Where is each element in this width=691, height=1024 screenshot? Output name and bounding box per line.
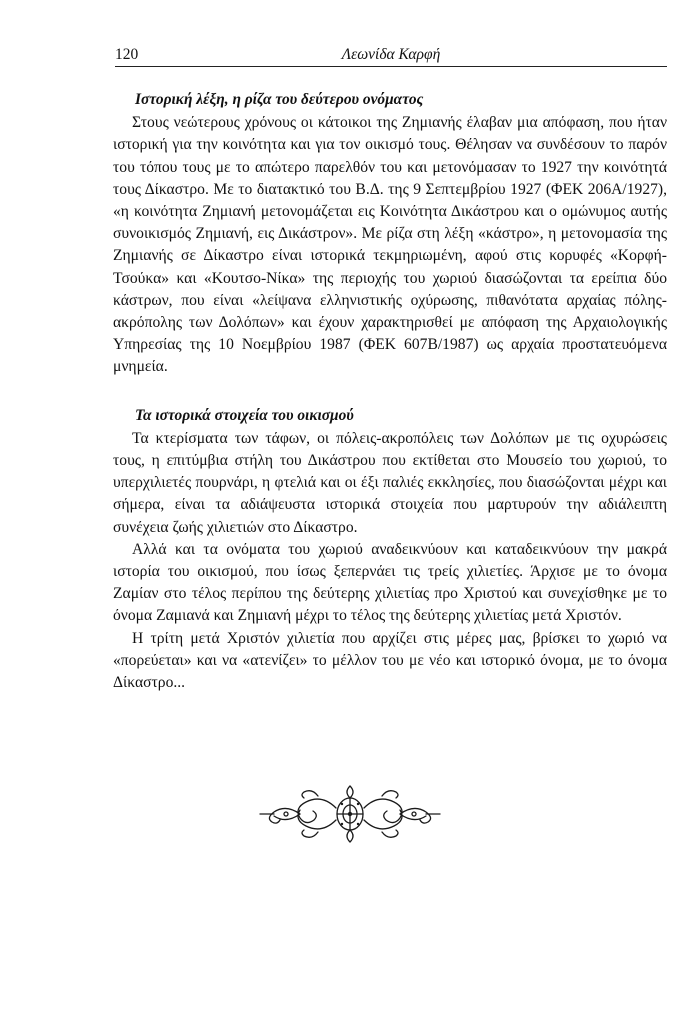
paragraph: Στους νεώτερους χρόνους οι κάτοικοι της Ζημιανής έλαβαν μια απόφαση, που ήταν ιστορική για την κοινότητα και για τον οικισμό τους. Θέλησαν να συνδέσουν το παρόν του τόπου τους με το απώτερο παρελθόν του και μετονόμασαν το 1927 την κοινότητά τους Δίκαστρο. Με το διατακτικό του Β.Δ. της 9 Σεπτεμβρίου 1927 (ΦΕΚ 206Α/1927), «η κοινότητα Ζημιανή μετονομάζεται εις Κοινότητα Δικάστρου και ο ομώνυμος αυτής συνοικισμός Ζημιανή, εις Δικάστρον». Με ρίζα στη λέξη «κάστρο», η μετονομασία της Ζημιανής σε Δίκαστρο είναι ιστορικά τεκμηριωμένη, αφού στις κορυφές «Κορφή-Τσούκα» και «Κουτσο-Νίκα» της περιοχής του χωριού διασώζονται τα ερείπια δύο κάστρων, που είναι «λείψανα ελληνιστικής οχύρωσης, πιθανότατα αρχαίας πόλης-ακρόπολης των Δολόπων» και έχουν χαρακτηρισθεί με απόφαση της Αρχαιολογικής Υπηρεσίας της 10 Νοεμβρίου 1987 (ΦΕΚ 607Β/1987) ως αρχαία προστατευόμενα μνημεία. <box>113 114 667 376</box>
running-head: Λεωνίδα Καρφή <box>341 46 441 63</box>
page-body <box>113 89 667 694</box>
paragraph: Τα κτερίσματα των τάφων, οι πόλεις-ακροπόλεις των Δολόπων με τις οχυρώσεις τους, η επιτύμβια στήλη του Δικάστρου που εκτίθεται στο Μουσείο του χωριού, το υπερχιλιετές πουρνάρι, η φτελιά και οι έξι παλιές εκκλησίες, που διασώζονται μέχρι και σήμερα, είναι τα αδιάψευστα ιστορικά στοιχεία που μαρτυρούν την αδιάλειπτη συνέχεια ζωής χιλιετιών στο Δίκαστρο. <box>113 429 667 536</box>
page-header <box>115 44 667 67</box>
section-heading: Ιστορική λέξη, η ρίζα του δεύτερου ονόματος <box>135 91 424 108</box>
paragraph: Αλλά και τα ονόματα του χωριού αναδεικνύουν και καταδεικνύουν την μακρά ιστορία του οικισμού, που ίσως ξεπερνάει τις τρείς χιλιετίες. Άρχισε με το όνομα Ζαμίαν στο τέλος περίπου της δεύτερης χιλιετίας προ Χριστού και συνεχίσθηκε με το όνομα Ζαμιανά και Ζημιανή μέχρι το τέλος της δεύτερης χιλιετίας μετά Χριστόν. <box>113 540 667 625</box>
section-historical-elements <box>113 405 667 695</box>
paragraph: Η τρίτη μετά Χριστόν χιλιετία που αρχίζει στις μέρες μας, βρίσκει το χωριό να «πορεύεται» και να «ατενίζει» το μέλλον του με νέο και ιστορικό όνομα, με το όνομα Δίκαστρο... <box>113 629 667 692</box>
section-history-word <box>113 89 667 379</box>
section-heading: Τα ιστορικά στοιχεία του οικισμού <box>135 406 354 424</box>
floral-ornament-icon <box>256 782 444 846</box>
page-number: 120 <box>115 46 139 63</box>
